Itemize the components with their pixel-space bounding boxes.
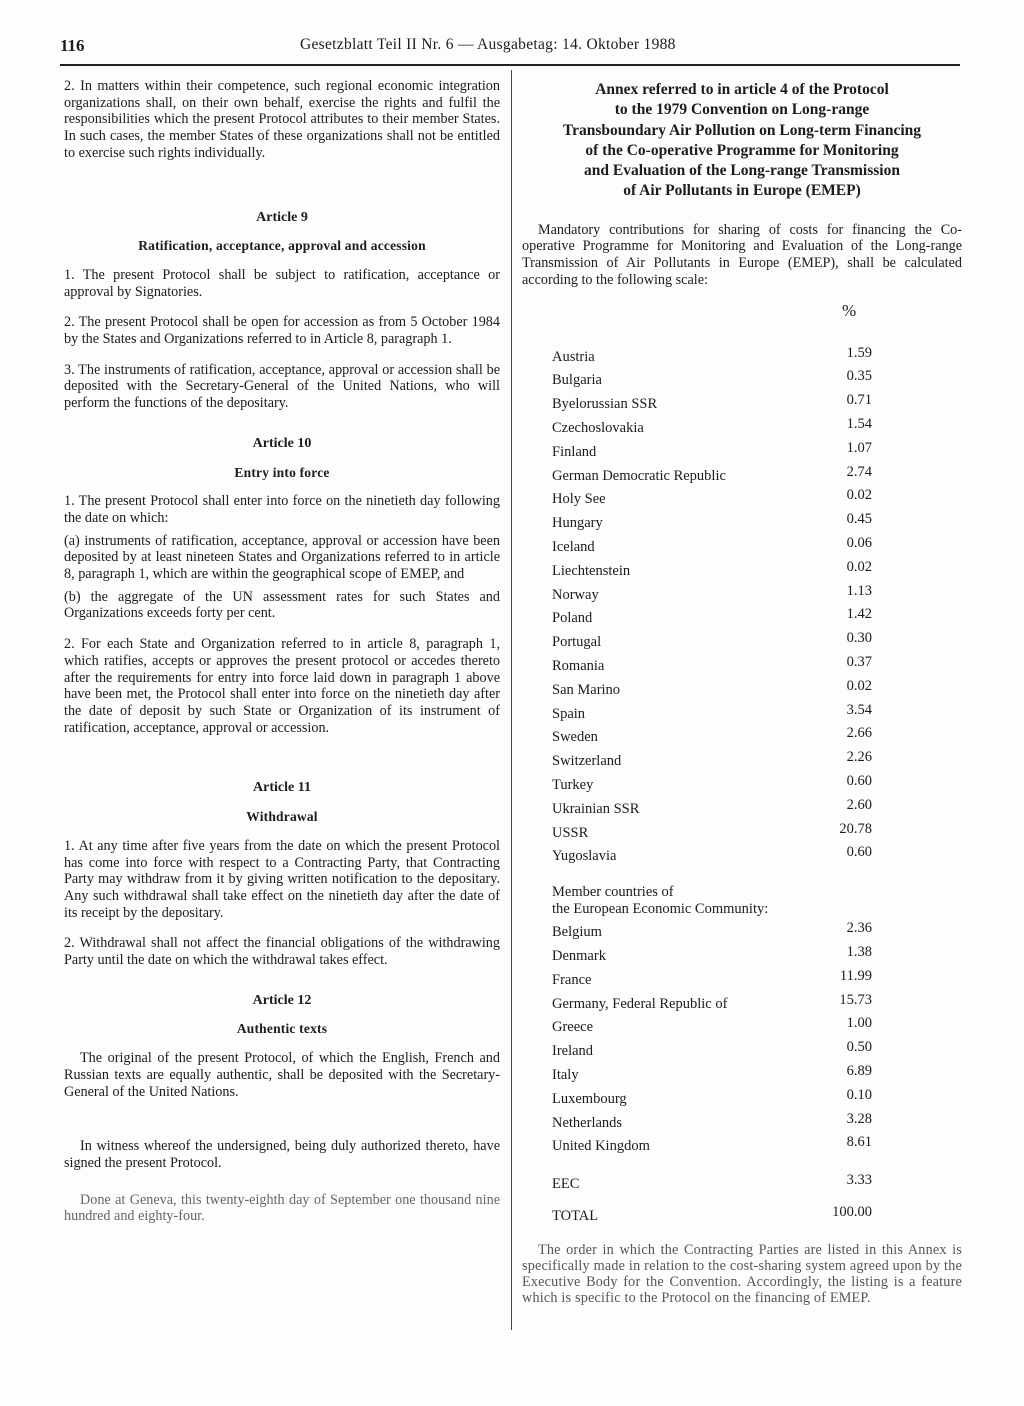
table-row [522, 968, 962, 992]
total-label: TOTAL [552, 1207, 599, 1224]
table-row [522, 1134, 962, 1158]
eec-heading [552, 884, 962, 918]
contribution-value: 0.71 [846, 392, 872, 409]
contribution-value: 0.37 [846, 653, 872, 670]
table-row [522, 392, 962, 416]
country-name: Austria [552, 348, 595, 365]
eec-contribution-table [522, 920, 962, 1158]
percent-header [522, 289, 962, 327]
article-12-heading: Article 12 [252, 992, 312, 1008]
done-at-clause: Done at Geneva, this twenty-eighth day of September one thousand nine hundred and eighty-four. [64, 1191, 500, 1225]
annex-title-line: of Air Pollutants in Europe (EMEP) [623, 182, 861, 200]
table-row [522, 1015, 962, 1039]
table-row [522, 440, 962, 464]
country-name: Finland [552, 443, 597, 460]
contribution-value: 6.89 [846, 1062, 872, 1079]
country-name: Belgium [552, 924, 602, 941]
country-name: United Kingdom [552, 1138, 650, 1155]
table-row-eec [522, 1172, 962, 1196]
annex-note: The order in which the Contracting Parties are listed in this Annex is specifically made in relation to the cost-sharing system agreed upon by the Executive Body for the Convention. Accordingly, the listing is a feature which is specific to the Protocol on the financing of EMEP. [522, 1241, 962, 1307]
country-name: San Marino [552, 681, 621, 698]
contribution-value: 0.02 [846, 677, 872, 694]
contribution-value: 1.38 [846, 943, 872, 960]
contribution-value: 0.30 [846, 630, 872, 647]
table-row [522, 606, 962, 630]
country-name: Germany, Federal Republic of [552, 995, 728, 1012]
table-row [522, 773, 962, 797]
article-11-heading: Article 11 [253, 780, 311, 796]
contribution-value: 1.42 [846, 606, 872, 623]
annex-title-line: to the 1979 Convention on Long-range [614, 101, 870, 119]
contribution-value: 15.73 [839, 991, 872, 1008]
contribution-value: 1.13 [846, 582, 872, 599]
page-number: 116 [60, 36, 85, 55]
country-name: Sweden [552, 729, 598, 746]
right-column [522, 80, 962, 1307]
left-column [64, 78, 500, 1239]
contribution-value: 0.35 [846, 368, 872, 385]
country-name: Portugal [552, 634, 602, 651]
annex-intro: Mandatory contributions for sharing of costs for financing the Co-operative Programme for Monitoring and Evaluation of the Long-range Transmission of Air Pollutants in Europe (EMEP), shall be calculated according to the following scale: [522, 221, 962, 288]
table-row [522, 583, 962, 607]
article-9-title: Ratification, acceptance, approval and accession [138, 238, 426, 254]
article-9-paragraph-2: 2. The present Protocol shall be open for accession as from 5 October 1984 by the States and Organizations referred to in Article 8, paragraph 1. [64, 314, 500, 348]
contribution-value: 2.66 [846, 725, 872, 742]
table-row [522, 725, 962, 749]
contribution-value: 3.54 [846, 701, 872, 718]
country-name: Liechtenstein [552, 562, 631, 579]
article-10-heading: Article 10 [252, 435, 312, 451]
table-row [522, 1063, 962, 1087]
contribution-value: 11.99 [839, 967, 872, 984]
annex-title-line: Annex referred to in article 4 of the Protocol [595, 81, 889, 98]
percent-symbol: % [842, 300, 857, 320]
contribution-value: 0.02 [846, 487, 872, 504]
country-name: Czechoslovakia [552, 419, 644, 436]
table-row [522, 1111, 962, 1135]
table-row [522, 1039, 962, 1063]
article-11-paragraph-1: 1. At any time after five years from the date on which the present Protocol has come into force with respect to a Contracting Party, that Contracting Party may withdraw from it by giving written notification to the depositary. Any such withdrawal shall take effect on the ninetieth day after the date of its receipt by the depositary. [64, 837, 500, 921]
table-row [522, 487, 962, 511]
contribution-value: 0.45 [846, 511, 872, 528]
article-11-paragraph-2: 2. Withdrawal shall not affect the financial obligations of the withdrawing Party until the date on which the withdrawal takes effect. [64, 935, 500, 969]
country-name: Ireland [552, 1043, 594, 1060]
country-name: EEC [552, 1176, 580, 1193]
table-row [522, 749, 962, 773]
contribution-value: 1.00 [846, 1015, 872, 1032]
table-row [522, 345, 962, 369]
eec-heading-line: Member countries of [552, 884, 674, 901]
country-name: France [552, 971, 592, 988]
table-row [522, 464, 962, 488]
contribution-value: 3.33 [846, 1172, 872, 1189]
article-9-paragraph-3: 3. The instruments of ratification, acceptance, approval or accession shall be deposited with the Secretary-General of the United Nations, who will perform the functions of the depositary. [64, 361, 500, 412]
country-name: Italy [552, 1066, 579, 1083]
country-name: Spain [552, 705, 586, 722]
contribution-value: 0.06 [846, 534, 872, 551]
column-divider [511, 70, 512, 1330]
contribution-value: 0.60 [846, 772, 872, 789]
country-name: Denmark [552, 947, 606, 964]
article-9-paragraph-1: 1. The present Protocol shall be subject to ratification, acceptance or approval by Signatories. [64, 266, 500, 300]
article-10-paragraph-1: 1. The present Protocol shall enter into force on the ninetieth day following the date on which: [64, 493, 500, 526]
table-row-total [522, 1204, 962, 1228]
country-name: Holy See [552, 491, 606, 508]
table-row [522, 535, 962, 559]
eec-heading-line: the European Economic Community: [552, 901, 769, 918]
contribution-value: 3.28 [846, 1110, 872, 1127]
witness-clause: In witness whereof the undersigned, being duly authorized thereto, have signed the present Protocol. [64, 1138, 500, 1171]
article-9-heading: Article 9 [256, 209, 308, 225]
country-name: Iceland [552, 538, 595, 555]
table-row [522, 992, 962, 1016]
contribution-value: 1.59 [846, 344, 872, 361]
table-row [522, 944, 962, 968]
contribution-value: 0.50 [846, 1039, 872, 1056]
article-12-title: Authentic texts [236, 1021, 328, 1037]
page-header [60, 34, 960, 66]
table-row [522, 702, 962, 726]
country-name: USSR [552, 824, 589, 841]
contribution-value: 1.07 [846, 439, 872, 456]
article-11-title: Withdrawal [246, 809, 318, 825]
article-10-paragraph-2: 2. For each State and Organization referred to in article 8, paragraph 1, which ratifies, accepts or approves the present protocol or accedes thereto after the requirements for entry into force laid down in paragraph 1 above have been met, the Protocol shall enter into force on the ninetieth day after the date of deposit by such State or Organization of its instrument of ratification, acceptance, approval or accession. [64, 636, 500, 736]
table-row [522, 559, 962, 583]
annex-title-line: of the Co-operative Programme for Monitoring [585, 141, 899, 159]
contribution-value: 0.10 [846, 1086, 872, 1103]
contribution-value: 2.26 [846, 749, 872, 766]
country-name: Greece [552, 1019, 594, 1036]
country-name: Byelorussian SSR [552, 396, 658, 413]
table-row [522, 678, 962, 702]
annex-title-line: and Evaluation of the Long-range Transmission [584, 162, 900, 180]
country-name: Norway [552, 586, 599, 603]
table-row [522, 511, 962, 535]
country-name: German Democratic Republic [552, 467, 726, 484]
country-name: Yugoslavia [552, 848, 617, 865]
article-12-paragraph: The original of the present Protocol, of which the English, French and Russian texts are equally authentic, shall be deposited with the Secretary-General of the United Nations. [64, 1050, 500, 1100]
table-row [522, 1087, 962, 1111]
country-name: Luxembourg [552, 1090, 627, 1107]
contribution-value: 20.78 [839, 820, 872, 837]
contribution-value: 2.74 [846, 463, 872, 480]
country-name: Bulgaria [552, 372, 602, 389]
annex-title [522, 80, 962, 202]
country-name: Netherlands [552, 1114, 623, 1131]
article-10-title: Entry into force [234, 464, 330, 480]
contribution-value: 0.60 [846, 844, 872, 861]
country-name: Switzerland [552, 753, 622, 770]
table-row [522, 630, 962, 654]
country-name: Hungary [552, 515, 603, 532]
table-row [522, 368, 962, 392]
table-row [522, 844, 962, 868]
country-name: Ukrainian SSR [552, 800, 640, 817]
contribution-value: 2.60 [846, 796, 872, 813]
article-8-paragraph-2: 2. In matters within their competence, such regional economic integration organizations shall, on their own behalf, exercise the rights and fulfil the responsibilities which the present Protocol attributes to their member States. In such cases, the member States of these organizations shall not be entitled to exercise such rights individually. [64, 78, 500, 161]
contribution-value: 8.61 [846, 1134, 872, 1151]
annex-title-line: Transboundary Air Pollution on Long-term Financing [562, 121, 922, 139]
contribution-value: 0.02 [846, 558, 872, 575]
country-name: Turkey [552, 776, 594, 793]
table-row [522, 416, 962, 440]
table-row [522, 821, 962, 845]
contribution-table [522, 345, 962, 869]
table-row [522, 654, 962, 678]
contribution-value: 1.54 [846, 415, 872, 432]
contribution-value: 2.36 [846, 920, 872, 937]
article-10-item-b: (b) the aggregate of the UN assessment rates for such States and Organizations exceeds forty per cent. [64, 588, 500, 622]
table-row [522, 797, 962, 821]
total-value: 100.00 [832, 1203, 872, 1220]
table-row [522, 920, 962, 944]
country-name: Romania [552, 657, 605, 674]
article-10-item-a: (a) instruments of ratification, acceptance, approval or accession have been deposited by at least nineteen States and Organizations referred to in article 8, paragraph 1, which are within the geographical scope of EMEP, and [64, 532, 500, 583]
running-head: Gesetzblatt Teil II Nr. 6 — Ausgabetag: 14. Oktober 1988 [300, 36, 676, 53]
country-name: Poland [552, 610, 593, 627]
